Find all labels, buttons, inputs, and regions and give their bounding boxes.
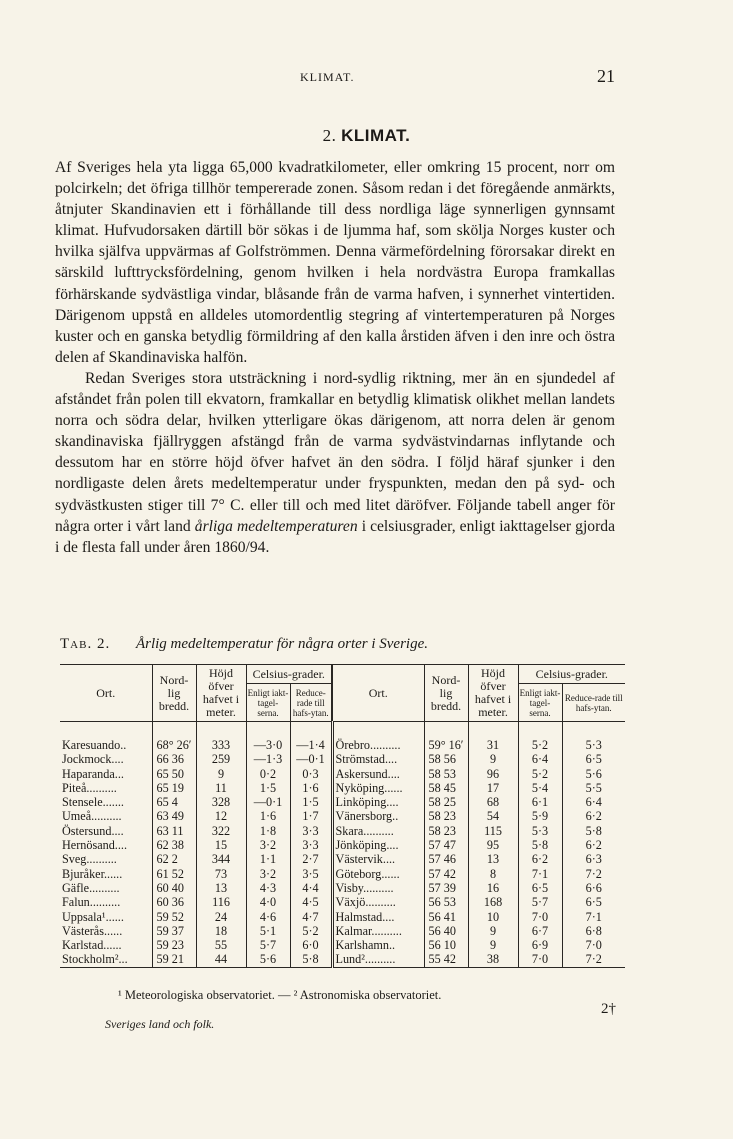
observed-temp-cell: 5·3 [518, 824, 562, 838]
table-row [60, 938, 625, 952]
height-cell: 11 [196, 781, 246, 795]
leader-dots: .......... [364, 952, 396, 967]
observed-temp-cell: 6·7 [518, 924, 562, 938]
reduced-temp-cell: 5·3 [562, 738, 625, 752]
observed-temp-cell: 5·1 [246, 924, 290, 938]
place-cell [332, 881, 424, 895]
place-name: Lund² [335, 952, 365, 967]
reduced-temp-cell: 6·8 [562, 924, 625, 938]
header-reduced-right: Reduce-rade till hafs-ytan. [562, 684, 625, 722]
height-cell: 8 [468, 867, 518, 881]
leader-dots: .. [389, 938, 396, 953]
height-cell: 116 [196, 895, 246, 909]
latitude-cell: 58 23 [424, 824, 468, 838]
observed-temp-cell: 5·7 [246, 938, 290, 952]
place-cell [60, 895, 152, 909]
reduced-temp-cell: 7·2 [562, 952, 625, 967]
leader-dots: ...... [103, 866, 123, 881]
height-cell: 13 [196, 881, 246, 895]
place-cell [60, 738, 152, 752]
table-row [60, 895, 625, 909]
observed-temp-cell: 7·0 [518, 952, 562, 967]
reduced-temp-cell: 3·3 [290, 824, 332, 838]
height-cell: 73 [196, 867, 246, 881]
place-name: Visby [335, 880, 364, 895]
height-cell: 322 [196, 824, 246, 838]
observed-temp-cell: 4·3 [246, 881, 290, 895]
height-cell: 328 [196, 795, 246, 809]
latitude-cell: 56 53 [424, 895, 468, 909]
latitude-cell: 65 4 [152, 795, 196, 809]
place-name: Falun [62, 895, 90, 910]
leader-dots: .. [392, 809, 399, 824]
observed-temp-cell: 0·2 [246, 767, 290, 781]
place-cell [332, 924, 424, 938]
leader-dots: .... [111, 752, 124, 767]
place-name: Karesuando [62, 738, 121, 752]
header-ort: Ort. [60, 665, 152, 722]
latitude-cell: 63 49 [152, 809, 196, 823]
reduced-temp-cell: 5·5 [562, 781, 625, 795]
place-name: Västerås [62, 923, 104, 938]
table-row [60, 881, 625, 895]
observed-temp-cell: 6·5 [518, 881, 562, 895]
latitude-cell: 57 47 [424, 838, 468, 852]
height-cell: 168 [468, 895, 518, 909]
reduced-temp-cell: 4·7 [290, 910, 332, 924]
header-celsius: Celsius-grader. [246, 665, 332, 684]
reduced-temp-cell: 3·3 [290, 838, 332, 852]
paragraph-2-start: Redan Sveriges stora utsträckning i nord-sydlig riktning, mer än en sjundedel af afståndet från polen till ekvatorn, framkallar en betydlig klimatisk olikhet mellan landets norra och södra delar, hvilken ytterligare ökas därigenom, att norra delen är genom skandinaviska fjällryggen afstängd från de varma sydvästvindarnas inflytande och dessutom har en större höjd öfver hafvet än den södra. I följd häraf sjunker i den nordligaste delen årets medeltemperatur under fryspunkten, medan den på syd- och sydvästkusten stiger till 7° C. eller till och med litet däröfver. Följande tabell anger för några orter i vårt land [55, 369, 615, 535]
observed-temp-cell: 3·2 [246, 867, 290, 881]
height-cell: 259 [196, 752, 246, 766]
place-cell [332, 838, 424, 852]
observed-temp-cell: 5·6 [246, 952, 290, 967]
header-row-1 [60, 665, 625, 684]
latitude-cell: 65 19 [152, 781, 196, 795]
observed-temp-cell: 5·2 [518, 767, 562, 781]
observed-temp-cell: —0·1 [246, 795, 290, 809]
leader-dots: .......... [89, 895, 121, 910]
page-number: 21 [597, 66, 615, 86]
leader-dots: ...... [103, 923, 123, 938]
header-lat: Nord-lig bredd. [152, 665, 196, 722]
leader-dots: .... [111, 823, 124, 838]
place-name: Jockmock [62, 752, 112, 767]
height-cell: 17 [468, 781, 518, 795]
reduced-temp-cell: 6·5 [562, 752, 625, 766]
leader-dots: .... [386, 795, 399, 810]
table-row [60, 738, 625, 752]
place-cell [332, 795, 424, 809]
reduced-temp-cell: 2·7 [290, 852, 332, 866]
latitude-cell: 58 56 [424, 752, 468, 766]
signature-mark: 2† [601, 1001, 616, 1017]
place-name: Hernösand [62, 838, 115, 853]
height-cell: 9 [196, 767, 246, 781]
header-ort-right: Ort. [332, 665, 424, 722]
table-row [60, 867, 625, 881]
height-cell: 344 [196, 852, 246, 866]
leader-dots: .......... [86, 780, 117, 795]
header-hojd: Höjd öfver hafvet i meter. [196, 665, 246, 722]
latitude-cell: 57 46 [424, 852, 468, 866]
latitude-cell: 58 25 [424, 795, 468, 809]
latitude-cell: 65 50 [152, 767, 196, 781]
observed-temp-cell: 5·9 [518, 809, 562, 823]
place-cell [60, 952, 152, 967]
observed-temp-cell: 4·6 [246, 910, 290, 924]
observed-temp-cell: 5·7 [518, 895, 562, 909]
place-cell [332, 824, 424, 838]
place-name: Växjö [335, 895, 366, 910]
place-name: Bjuråker [62, 866, 104, 881]
leader-dots: .......... [370, 738, 401, 752]
latitude-cell: 59° 16′ [424, 738, 468, 752]
place-cell [60, 809, 152, 823]
place-cell [60, 867, 152, 881]
observed-temp-cell: 6·2 [518, 852, 562, 866]
place-name: Skara [335, 823, 364, 838]
paragraph-2-italic: årliga medeltemperaturen [194, 517, 358, 535]
table-row [60, 924, 625, 938]
leader-dots: .... [384, 752, 398, 767]
table-row [60, 781, 625, 795]
latitude-cell: 60 36 [152, 895, 196, 909]
place-name: Gäfle [62, 880, 90, 895]
height-cell: 12 [196, 809, 246, 823]
place-cell [60, 938, 152, 952]
place-name: Vänersborg [335, 809, 393, 824]
latitude-cell: 61 52 [152, 867, 196, 881]
height-cell: 9 [468, 752, 518, 766]
place-cell [60, 752, 152, 766]
height-cell: 95 [468, 838, 518, 852]
place-cell [332, 952, 424, 967]
leader-dots: ...... [103, 938, 122, 953]
observed-temp-cell: 1·5 [246, 781, 290, 795]
chapter-number: 2. [322, 126, 337, 145]
place-name: Kalmar [335, 923, 372, 938]
place-name: Sveg [62, 852, 87, 867]
reduced-temp-cell: 0·3 [290, 767, 332, 781]
observed-temp-cell: 5·8 [518, 838, 562, 852]
header-enligt-right: Enligt iakt-tagel-serna. [518, 684, 562, 722]
observed-temp-cell: 7·1 [518, 867, 562, 881]
place-name: Askersund [335, 766, 388, 781]
header-celsius-right: Celsius-grader. [518, 665, 625, 684]
footnotes: ¹ Meteorologiska observatoriet. — ² Astronomiska observatoriet. [118, 988, 442, 1002]
latitude-cell: 58 53 [424, 767, 468, 781]
latitude-cell: 56 10 [424, 938, 468, 952]
observed-temp-cell: 6·4 [518, 752, 562, 766]
leader-dots: .......... [363, 823, 394, 838]
place-name: Linköping [335, 795, 387, 810]
reduced-temp-cell: 1·6 [290, 781, 332, 795]
place-cell [332, 781, 424, 795]
place-name: Stockholm² [62, 952, 119, 967]
reduced-temp-cell: 3·5 [290, 867, 332, 881]
leader-dots: .... [386, 838, 399, 853]
reduced-temp-cell: —0·1 [290, 752, 332, 766]
place-name: Jönköping [335, 838, 387, 853]
reduced-temp-cell: 6·5 [562, 895, 625, 909]
place-name: Göteborg [335, 866, 382, 881]
place-name: Östersund [62, 823, 112, 838]
observed-temp-cell: 1·1 [246, 852, 290, 866]
reduced-temp-cell: 5·2 [290, 924, 332, 938]
reduced-temp-cell: 7·2 [562, 867, 625, 881]
table-row [60, 809, 625, 823]
latitude-cell: 57 39 [424, 881, 468, 895]
place-name: Nyköping [335, 780, 385, 795]
place-name: Västervik [335, 852, 383, 867]
place-cell [60, 767, 152, 781]
header-lat-right: Nord-lig bredd. [424, 665, 468, 722]
place-cell [332, 752, 424, 766]
running-header [0, 68, 733, 88]
latitude-cell: 59 23 [152, 938, 196, 952]
reduced-temp-cell: 7·0 [562, 938, 625, 952]
chapter-heading [0, 126, 733, 146]
place-cell [60, 852, 152, 866]
place-cell [332, 895, 424, 909]
place-name: Strömstad [335, 752, 385, 767]
place-name: Umeå [62, 809, 92, 824]
leader-dots: ...... [381, 866, 400, 881]
reduced-temp-cell: 4·5 [290, 895, 332, 909]
place-name: Karlstad [62, 938, 104, 953]
latitude-cell: 62 2 [152, 852, 196, 866]
height-cell: 55 [196, 938, 246, 952]
temperature-table-wrap [60, 664, 625, 968]
table-row [60, 795, 625, 809]
latitude-cell: 59 21 [152, 952, 196, 967]
paragraph-2-end: i celsiusgrader, enligt iakttagelser gjorda i de flesta fall under åren 1860/94. [55, 517, 615, 556]
reduced-temp-cell: 6·6 [562, 881, 625, 895]
header-reduced: Reduce-rade till hafs-ytan. [290, 684, 332, 722]
latitude-cell: 57 42 [424, 867, 468, 881]
height-cell: 54 [468, 809, 518, 823]
height-cell: 96 [468, 767, 518, 781]
place-cell [60, 838, 152, 852]
observed-temp-cell: 5·4 [518, 781, 562, 795]
table-row [60, 824, 625, 838]
place-cell [332, 767, 424, 781]
leader-dots: .......... [89, 880, 120, 895]
place-cell [60, 781, 152, 795]
reduced-temp-cell: —1·4 [290, 738, 332, 752]
height-cell: 115 [468, 824, 518, 838]
height-cell: 9 [468, 938, 518, 952]
table-row [60, 852, 625, 866]
table-caption [60, 636, 620, 653]
reduced-temp-cell: 5·6 [562, 767, 625, 781]
leader-dots: ...... [384, 780, 403, 795]
table-row [60, 767, 625, 781]
reduced-temp-cell: 6·4 [562, 795, 625, 809]
observed-temp-cell: 4·0 [246, 895, 290, 909]
height-cell: 24 [196, 910, 246, 924]
height-cell: 31 [468, 738, 518, 752]
header-enligt: Enligt iakt-tagel-serna. [246, 684, 290, 722]
table-title: Årlig medeltemperatur för några orter i Sverige. [135, 636, 428, 652]
reduced-temp-cell: 6·0 [290, 938, 332, 952]
place-name: Örebro [335, 738, 371, 752]
observed-temp-cell: 6·9 [518, 938, 562, 952]
leader-dots: ....... [102, 795, 124, 810]
observed-temp-cell: —3·0 [246, 738, 290, 752]
height-cell: 9 [468, 924, 518, 938]
height-cell: 10 [468, 910, 518, 924]
height-cell: 16 [468, 881, 518, 895]
body-text [55, 157, 615, 558]
table-body [60, 722, 625, 968]
paragraph-1: Af Sveriges hela yta ligga 65,000 kvadratkilometer, eller omkring 15 procent, norr om polcirkeln; det öfriga tillhör tempererade zonen. Såsom redan i det föregående anmärkts, åtnjuter Skandinavien ett i förhållande till dess nordliga läge synnerligen gynnsamt klimat. Hufvudorsaken därtill bör sökas i de ljumma haf, som skölja Norges kuster och hvilka själfva uppvärmas af Golfströmmen. Denna värmefördelning förorsakar direkt en särskild lufttrycksfördelning, genom hvilken i hela nordvästra Europa framkallas förhärskande sydvästliga vindar, blåsande från de varma hafven, i synnerhet vintertiden. Därigenom uppstå en alldeles utomordentlig stegring af vintertemperaturen på Norges kuster och en ganska betydlig förmildring af den kalla årstiden äfven i den inre och östra delen af Skandinaviska halfön. [55, 159, 615, 366]
leader-dots: .......... [371, 923, 402, 938]
place-name: Halmstad [335, 909, 383, 924]
reduced-temp-cell: 6·2 [562, 809, 625, 823]
observed-temp-cell: 5·2 [518, 738, 562, 752]
observed-temp-cell: 7·0 [518, 910, 562, 924]
latitude-cell: 68° 26′ [152, 738, 196, 752]
height-cell: 68 [468, 795, 518, 809]
reduced-temp-cell: 5·8 [562, 824, 625, 838]
latitude-cell: 58 23 [424, 809, 468, 823]
latitude-cell: 63 11 [152, 824, 196, 838]
latitude-cell: 58 45 [424, 781, 468, 795]
height-cell: 333 [196, 738, 246, 752]
leader-dots: .......... [91, 809, 122, 824]
place-cell [332, 938, 424, 952]
place-cell [60, 795, 152, 809]
place-cell [332, 867, 424, 881]
table-row [60, 952, 625, 967]
place-name: Uppsala¹ [62, 909, 106, 924]
reduced-temp-cell: 1·7 [290, 809, 332, 823]
observed-temp-cell: 1·8 [246, 824, 290, 838]
leader-dots: ... [118, 952, 128, 967]
place-name: Stensele [62, 795, 103, 810]
latitude-cell: 59 37 [152, 924, 196, 938]
place-cell [332, 852, 424, 866]
leader-dots: .... [387, 766, 400, 781]
reduced-temp-cell: 6·3 [562, 852, 625, 866]
running-title: KLIMAT. [300, 70, 355, 84]
reduced-temp-cell: 5·8 [290, 952, 332, 967]
table-label: Tab. 2. [60, 636, 111, 652]
leader-dots: .......... [365, 895, 396, 910]
leader-dots: ...... [105, 909, 124, 924]
reduced-temp-cell: 7·1 [562, 910, 625, 924]
place-cell [60, 881, 152, 895]
header-hojd-right: Höjd öfver hafvet i meter. [468, 665, 518, 722]
latitude-cell: 55 42 [424, 952, 468, 967]
latitude-cell: 56 41 [424, 910, 468, 924]
latitude-cell: 66 36 [152, 752, 196, 766]
table-spacer-row [60, 722, 625, 739]
reduced-temp-cell: 4·4 [290, 881, 332, 895]
leader-dots: .. [120, 738, 127, 752]
reduced-temp-cell: 6·2 [562, 838, 625, 852]
paragraph-2 [55, 368, 615, 558]
leader-dots: ... [114, 766, 124, 781]
place-name: Piteå [62, 780, 87, 795]
observed-temp-cell: 6·1 [518, 795, 562, 809]
temperature-table [60, 664, 625, 968]
place-cell [332, 809, 424, 823]
height-cell: 15 [196, 838, 246, 852]
latitude-cell: 60 40 [152, 881, 196, 895]
table-row [60, 838, 625, 852]
latitude-cell: 62 38 [152, 838, 196, 852]
latitude-cell: 59 52 [152, 910, 196, 924]
leader-dots: .......... [86, 852, 117, 867]
place-name: Haparanda [62, 766, 115, 781]
table-row [60, 910, 625, 924]
leader-dots: .... [382, 852, 396, 867]
place-cell [60, 910, 152, 924]
place-cell [332, 738, 424, 752]
observed-temp-cell: 1·6 [246, 809, 290, 823]
chapter-title: KLIMAT. [341, 126, 411, 145]
height-cell: 44 [196, 952, 246, 967]
observed-temp-cell: —1·3 [246, 752, 290, 766]
place-cell [60, 824, 152, 838]
place-cell [332, 910, 424, 924]
place-name: Karlshamn [335, 938, 389, 953]
height-cell: 18 [196, 924, 246, 938]
height-cell: 38 [468, 952, 518, 967]
reduced-temp-cell: 1·5 [290, 795, 332, 809]
leader-dots: .......... [363, 880, 394, 895]
place-cell [60, 924, 152, 938]
source-line: Sveriges land och folk. [105, 1017, 215, 1031]
height-cell: 13 [468, 852, 518, 866]
table-row [60, 752, 625, 766]
leader-dots: .... [114, 838, 127, 853]
leader-dots: .... [382, 909, 395, 924]
latitude-cell: 56 40 [424, 924, 468, 938]
observed-temp-cell: 3·2 [246, 838, 290, 852]
